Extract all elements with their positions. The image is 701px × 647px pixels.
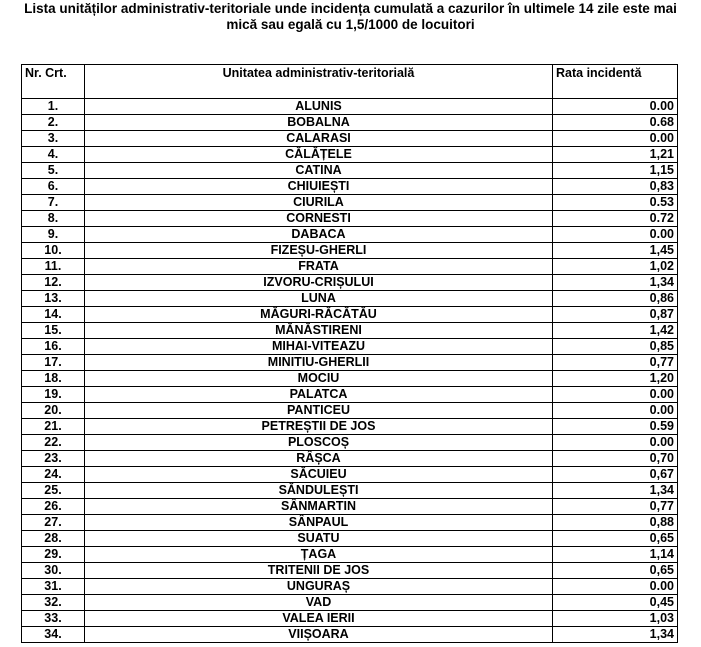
table-row [22,275,678,291]
row-incidence-rate: 0.00 [553,131,678,147]
row-incidence-rate: 1,20 [553,371,678,387]
table-row [22,339,678,355]
row-incidence-rate: 1,15 [553,163,678,179]
table-row [22,147,678,163]
row-number: 12. [22,275,85,291]
row-number: 16. [22,339,85,355]
row-unit-name: CALARASI [85,131,553,147]
row-number: 20. [22,403,85,419]
table-row [22,307,678,323]
table-row [22,195,678,211]
table-row [22,259,678,275]
row-number: 25. [22,483,85,499]
table-row [22,499,678,515]
header-nr-crt: Nr. Crt. [22,65,85,99]
row-unit-name: VIIȘOARA [85,627,553,643]
row-number: 26. [22,499,85,515]
table-row [22,467,678,483]
table-row [22,563,678,579]
row-number: 19. [22,387,85,403]
row-incidence-rate: 0,67 [553,467,678,483]
row-incidence-rate: 0,45 [553,595,678,611]
row-incidence-rate: 0.68 [553,115,678,131]
row-incidence-rate: 1,21 [553,147,678,163]
row-unit-name: CHIUIEȘTI [85,179,553,195]
row-number: 29. [22,547,85,563]
row-incidence-rate: 0,65 [553,531,678,547]
row-number: 8. [22,211,85,227]
row-unit-name: UNGURAȘ [85,579,553,595]
row-number: 6. [22,179,85,195]
row-incidence-rate: 0,88 [553,515,678,531]
table-row [22,387,678,403]
table-row [22,483,678,499]
row-number: 10. [22,243,85,259]
row-incidence-rate: 0,65 [553,563,678,579]
row-unit-name: SUATU [85,531,553,547]
row-incidence-rate: 0,86 [553,291,678,307]
table-row [22,227,678,243]
row-unit-name: CATINA [85,163,553,179]
table-row [22,579,678,595]
row-unit-name: SÂNMARTIN [85,499,553,515]
row-incidence-rate: 1,34 [553,627,678,643]
table-row [22,403,678,419]
row-unit-name: FIZEȘU-GHERLI [85,243,553,259]
row-unit-name: LUNA [85,291,553,307]
row-number: 4. [22,147,85,163]
row-number: 11. [22,259,85,275]
table-row [22,355,678,371]
table-row [22,323,678,339]
table-row [22,115,678,131]
incidence-table [21,64,678,643]
row-incidence-rate: 1,34 [553,483,678,499]
table-row [22,611,678,627]
row-unit-name: BOBALNA [85,115,553,131]
table-row [22,243,678,259]
row-incidence-rate: 0,77 [553,355,678,371]
row-number: 7. [22,195,85,211]
row-number: 33. [22,611,85,627]
row-number: 13. [22,291,85,307]
row-unit-name: ALUNIS [85,99,553,115]
row-unit-name: MĂNĂSTIRENI [85,323,553,339]
row-unit-name: ȚAGA [85,547,553,563]
row-unit-name: MĂGURI-RĂCĂTĂU [85,307,553,323]
title-line-1: Lista unităților administrativ-teritoriale unde incidența cumulată a cazurilor în ultimele 14 zile este mai [24,1,677,16]
table-body [22,99,678,643]
row-unit-name: RÂȘCA [85,451,553,467]
row-number: 34. [22,627,85,643]
table-row [22,211,678,227]
row-incidence-rate: 1,02 [553,259,678,275]
row-unit-name: FRATA [85,259,553,275]
row-unit-name: MINITIU-GHERLII [85,355,553,371]
row-incidence-rate: 1,45 [553,243,678,259]
table-row [22,371,678,387]
row-incidence-rate: 1,14 [553,547,678,563]
row-unit-name: SĂNDULEȘTI [85,483,553,499]
table-row [22,595,678,611]
row-unit-name: CĂLĂȚELE [85,147,553,163]
row-incidence-rate: 0.00 [553,227,678,243]
row-unit-name: VALEA IERII [85,611,553,627]
row-unit-name: TRITENII DE JOS [85,563,553,579]
row-incidence-rate: 0.00 [553,403,678,419]
row-number: 9. [22,227,85,243]
row-incidence-rate: 0.00 [553,99,678,115]
row-incidence-rate: 0,70 [553,451,678,467]
row-number: 21. [22,419,85,435]
row-incidence-rate: 1,42 [553,323,678,339]
row-number: 23. [22,451,85,467]
row-incidence-rate: 1,03 [553,611,678,627]
table-row [22,547,678,563]
row-unit-name: SĂCUIEU [85,467,553,483]
row-unit-name: PANTICEU [85,403,553,419]
row-unit-name: PLOSCOȘ [85,435,553,451]
row-unit-name: MOCIU [85,371,553,387]
table-row [22,99,678,115]
row-number: 5. [22,163,85,179]
row-number: 28. [22,531,85,547]
table-row [22,291,678,307]
table-row [22,131,678,147]
header-unit: Unitatea administrativ-teritorială [85,65,553,99]
row-unit-name: PETREȘTII DE JOS [85,419,553,435]
document-title [0,1,701,33]
row-number: 30. [22,563,85,579]
row-number: 27. [22,515,85,531]
table-row [22,163,678,179]
row-incidence-rate: 1,34 [553,275,678,291]
row-unit-name: DABACA [85,227,553,243]
row-number: 17. [22,355,85,371]
header-rate: Rata incidentă [553,65,678,99]
row-number: 18. [22,371,85,387]
row-unit-name: VAD [85,595,553,611]
row-unit-name: SÂNPAUL [85,515,553,531]
table-row [22,435,678,451]
table-row [22,419,678,435]
row-incidence-rate: 0,87 [553,307,678,323]
row-number: 14. [22,307,85,323]
row-number: 3. [22,131,85,147]
table-row [22,179,678,195]
row-number: 1. [22,99,85,115]
row-incidence-rate: 0.00 [553,435,678,451]
table-row [22,627,678,643]
row-incidence-rate: 0.59 [553,419,678,435]
row-incidence-rate: 0.00 [553,579,678,595]
table-row [22,531,678,547]
table-row [22,451,678,467]
row-unit-name: MIHAI-VITEAZU [85,339,553,355]
row-unit-name: CORNESTI [85,211,553,227]
table-row [22,515,678,531]
row-unit-name: CIURILA [85,195,553,211]
row-incidence-rate: 0,77 [553,499,678,515]
title-line-2: mică sau egală cu 1,5/1000 de locuitori [226,17,475,32]
row-incidence-rate: 0.53 [553,195,678,211]
row-number: 31. [22,579,85,595]
row-incidence-rate: 0,83 [553,179,678,195]
row-number: 15. [22,323,85,339]
row-number: 24. [22,467,85,483]
row-unit-name: IZVORU-CRIȘULUI [85,275,553,291]
row-incidence-rate: 0.00 [553,387,678,403]
row-number: 32. [22,595,85,611]
table-header-row [22,65,678,99]
row-incidence-rate: 0,85 [553,339,678,355]
row-number: 22. [22,435,85,451]
row-number: 2. [22,115,85,131]
row-unit-name: PALATCA [85,387,553,403]
row-incidence-rate: 0.72 [553,211,678,227]
